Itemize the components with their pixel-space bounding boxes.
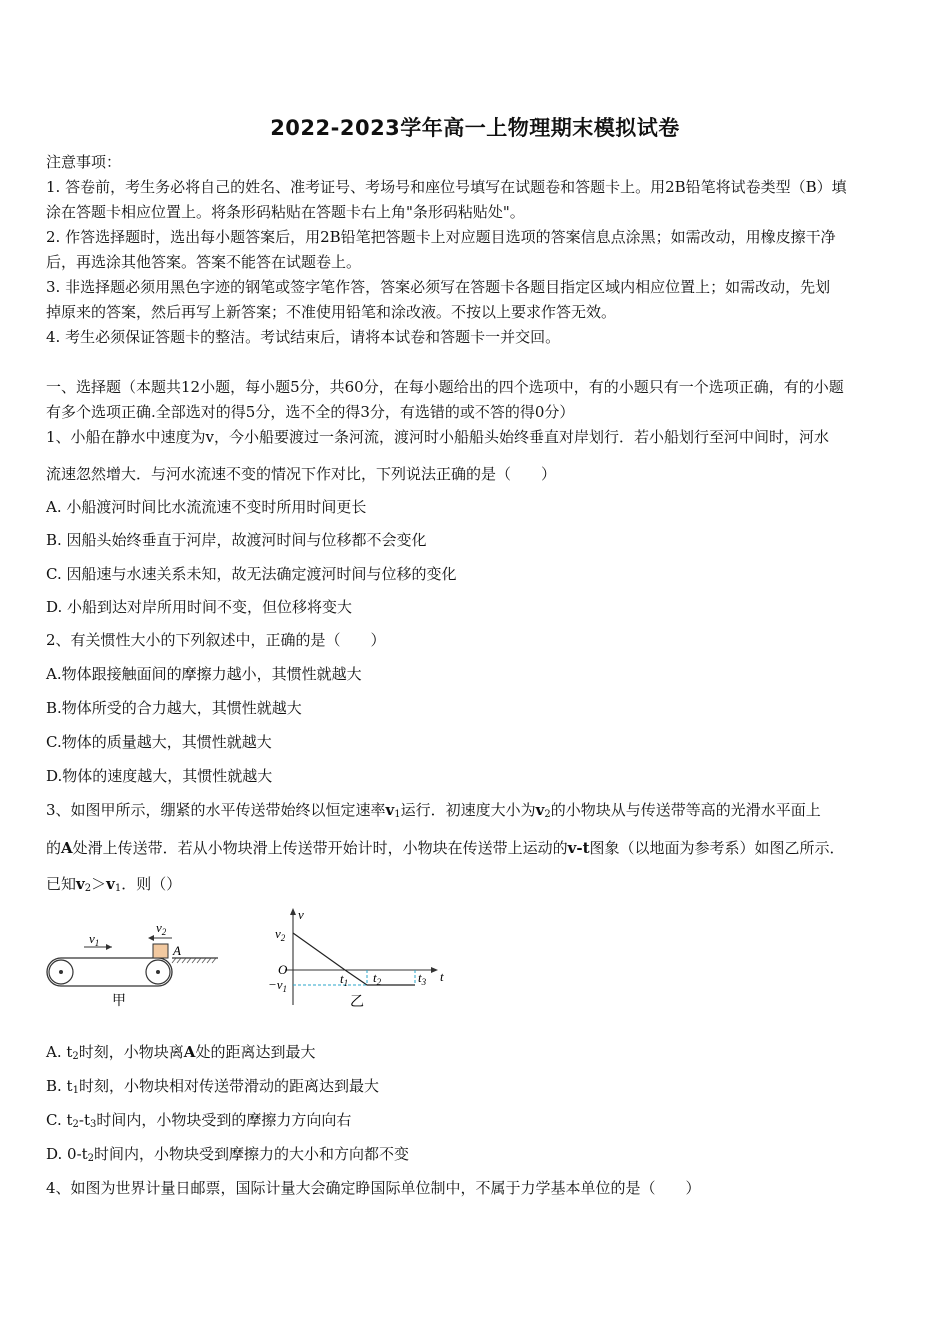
v-axis-arrowhead [290,908,296,915]
block-a-label: A [173,943,181,958]
q3-figure [40,905,460,1015]
q1-option-c: C. 因船速与水速关系未知，故无法确定渡河时间与位移的变化 [46,565,457,583]
left-pulley-axle [59,970,63,974]
vt-curve [293,933,415,985]
q1-option-b: B. 因船头始终垂直于河岸，故渡河时间与位移都不会变化 [46,531,427,549]
q2-option-b: B.物体所受的合力越大，其惯性就越大 [46,699,302,717]
t-axis-arrowhead [431,967,438,973]
section-heading: 有多个选项正确.全部选对的得5分，选不全的得3分，有选错的或不答的得0分） [46,403,575,421]
tick-t3-label: $t_3$ [418,970,427,987]
q4-stem: 4、如图为世界计量日邮票，国际计量大会确定睁国际单位制中，不属于力学基本单位的是（ ） [46,1179,701,1197]
belt-v1-label: $v_1$ [89,931,100,948]
q3-option-c: C. $t_2-t_3$时间内，小物块受到的摩擦力方向向右 [46,1111,352,1130]
notice-line: 1. 答卷前，考生务必将自己的姓名、准考证号、考场号和座位号填写在试题卷和答题卡上。用2B铅笔将试卷类型（B）填 [46,178,847,196]
q3-option-a: A. $t_2$时刻，小物块离A处的距离达到最大 [46,1043,316,1062]
notice-heading: 注意事项： [46,153,122,171]
exam-title: 2022-2023学年高一上物理期末模拟试卷 [270,116,680,140]
q2-option-c: C.物体的质量越大，其惯性就越大 [46,733,272,751]
notice-line: 2. 作答选择题时，选出每小题答案后，用2B铅笔把答题卡上对应题目选项的答案信息点涂黑；如需改动，用橡皮擦干净 [46,228,836,246]
tick-t2-label: $t_2$ [373,970,382,987]
tick-neg-v1-label: $-v_1$ [268,977,288,994]
right-pulley-axle [156,970,160,974]
q3-stem: 3、如图甲所示，绷紧的水平传送带始终以恒定速率$v_1$运行．初速度大小为$v_2$的小物块从与传送带等高的光滑水平面上 [46,801,821,820]
q3-option-b: B. $t_1$时刻，小物块相对传送带滑动的距离达到最大 [46,1077,379,1096]
v2-arrowhead [148,935,154,941]
tick-v2-label: $v_2$ [275,926,286,943]
tick-t1-label: $t_1$ [340,971,349,988]
section-heading: 一、选择题（本题共12小题，每小题5分，共60分，在每小题给出的四个选项中，有的小题只有一个选项正确，有的小题 [46,378,844,396]
notice-line: 3. 非选择题必须用黑色字迹的钢笔或签字笔作答，答案必须写在答题卡各题目指定区域内相应位置上；如需改动，先划 [46,278,831,296]
block-v2-label: $v_2$ [156,920,167,937]
q2-stem: 2、有关惯性大小的下列叙述中，正确的是（ ） [46,631,386,649]
block-a [153,944,168,958]
figure-b-caption: 乙 [350,995,364,1010]
q2-option-d: D.物体的速度越大，其惯性就越大 [46,767,273,785]
notice-line: 涂在答题卡相应位置上。将条形码粘贴在答题卡右上角"条形码粘贴处"。 [46,203,525,221]
q3-figure-svg [40,905,460,1015]
notice-line: 4. 考生必须保证答题卡的整洁。考试结束后，请将本试卷和答题卡一并交回。 [46,328,561,346]
figure-a-caption: 甲 [112,994,126,1009]
q1-option-a: A. 小船渡河时间比水流流速不变时所用时间更长 [46,498,367,516]
q1-option-d: D. 小船到达对岸所用时间不变，但位移将变大 [46,598,353,616]
axis-v-label: v [298,907,304,922]
q1-stem: 1、小船在静水中速度为v，今小船要渡过一条河流，渡河时小船船头始终垂直对岸划行．若小船划行至河中间时，河水 [46,428,830,446]
q3-stem: 的A处滑上传送带．若从小物块滑上传送带开始计时，小物块在传送带上运动的v-t图象（以地面为参考系）如图乙所示． [46,839,845,857]
notice-line: 后，再选涂其他答案。答案不能答在试题卷上。 [46,253,362,271]
origin-label: O [278,962,288,977]
surface-hatching [172,958,216,963]
q3-option-d: D. $0-t_2$时间内，小物块受到摩擦力的大小和方向都不变 [46,1145,410,1164]
q3-stem: 已知$v_2>v_1$．则（） [46,875,182,894]
vt-graph [268,907,444,1010]
notice-line: 掉原来的答案，然后再写上新答案；不准使用铅笔和涂改液。不按以上要求作答无效。 [46,303,617,321]
v1-arrowhead [106,944,112,950]
conveyor-belt [47,920,218,1009]
q1-stem: 流速忽然增大．与河水流速不变的情况下作对比，下列说法正确的是（ ） [46,465,557,483]
q2-option-a: A.物体跟接触面间的摩擦力越小，其惯性就越大 [46,665,362,683]
axis-t-label: t [440,969,444,984]
